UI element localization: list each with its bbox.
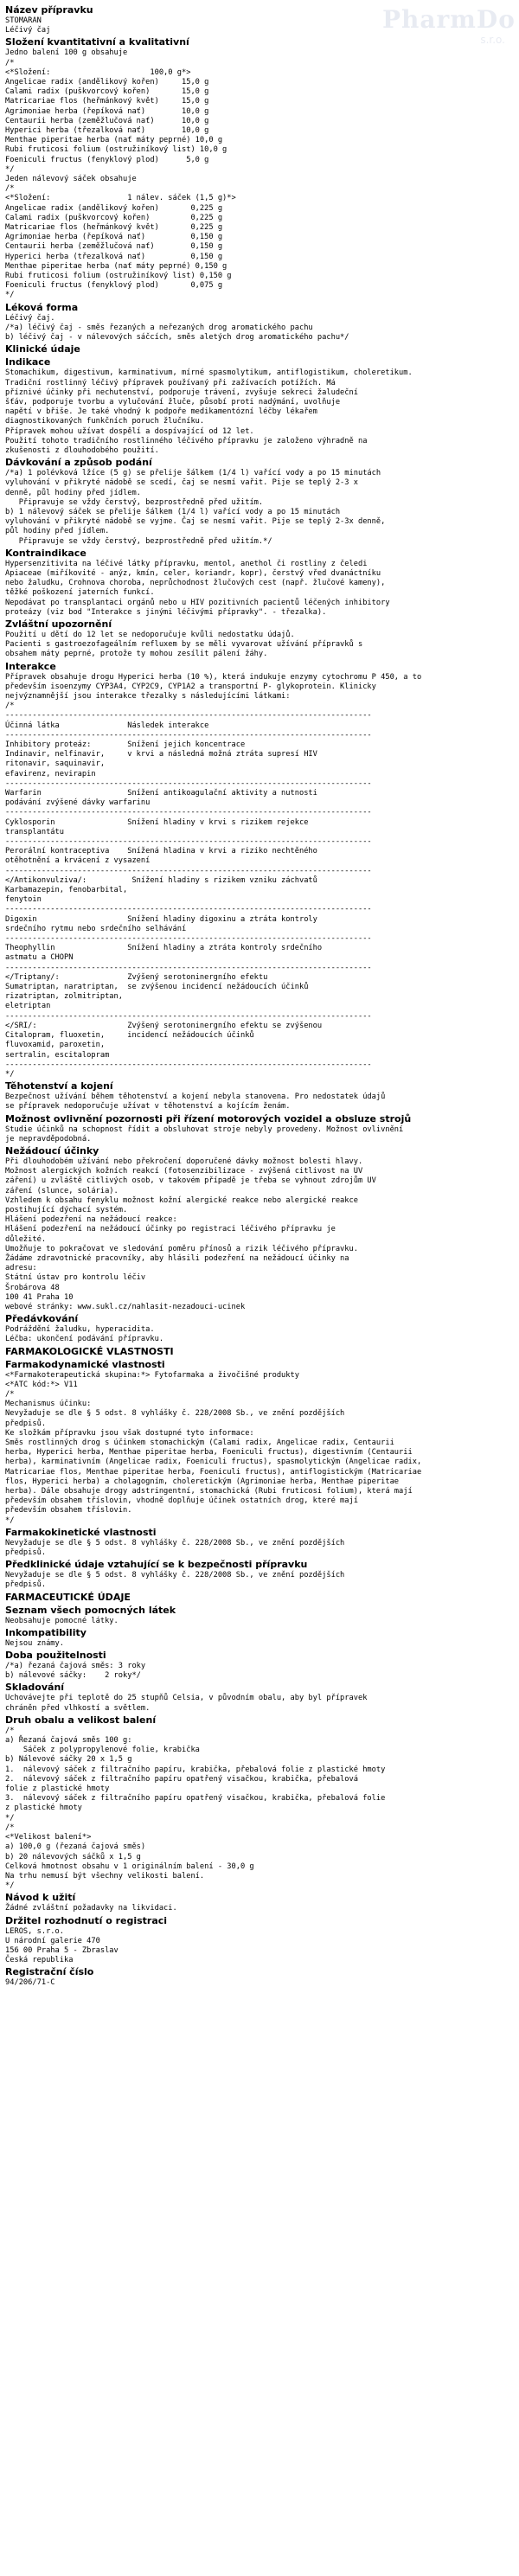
sections-container [5, 3, 514, 1989]
section-heading: FARMACEUTICKÉ ÚDAJE [5, 1591, 131, 1603]
section-heading: Druh obalu a velikost balení [5, 1714, 157, 1726]
document-section [5, 660, 514, 1080]
document-section [5, 1358, 514, 1526]
section-heading: Držitel rozhodnutí o registraci [5, 1914, 168, 1926]
section-heading: Těhotenství a kojení [5, 1080, 113, 1093]
document-section [5, 1144, 514, 1312]
section-heading: Dávkování a způsob podání [5, 457, 152, 469]
document-section [5, 3, 514, 35]
document-section [5, 1604, 514, 1626]
document-section [5, 618, 514, 660]
section-heading: Název přípravku [5, 4, 93, 16]
document-section [5, 1965, 514, 1988]
document-section [5, 1649, 514, 1681]
section-body: Stomachikum, digestivum, karminativum, mírné spasmolytikum, antiflogistikum, choleretikum. Tradiční rostlinný léčivý přípravek používaný při zažívacích potížích. Má příznivé účinky při nechutenství, podporuje trávení, zvyšuje sekreci žaludeční šťáv, podporuje tvorbu a vylučování žluče, působí proti nadýmání, uvolňuje napětí v břiše. Je také vhodný k podpoře medikamentózní léčby lékařem diagnostikovaných funkčních poruch žlučníku. Přípravek mohou užívat dospělí a dospívající od 12 let. Použití tohoto tradičního rostlinného léčivého přípravku je založeno výhradně na zkušenosti z dlouhodobého použití. [5, 368, 413, 455]
document-section [5, 1681, 514, 1713]
document-section [5, 1080, 514, 1112]
section-heading: Předávkování [5, 1313, 79, 1325]
document-section [5, 1626, 514, 1649]
section-heading: Návod k užití [5, 1892, 76, 1904]
document-section [5, 1591, 514, 1604]
section-body: Léčivý čaj. /*a) léčivý čaj - směs řezaných a neřezaných drog aromatického pachu b) léčivý čaj - v nálevových sáčcích, směs aletých drog aromatického pachu*/ [5, 313, 349, 343]
document-section [5, 1312, 514, 1344]
section-body: 94/206/71-C [5, 1978, 55, 1988]
section-body: Žádné zvláštní požadavky na likvidaci. [5, 1904, 177, 1913]
section-heading: Seznam všech pomocných látek [5, 1604, 176, 1616]
section-heading: Inkompatibility [5, 1626, 86, 1638]
document-section [5, 343, 514, 356]
section-heading: Nežádoucí účinky [5, 1144, 99, 1157]
section-body: /*a) řezaná čajová směs: 3 roky b) nálevové sáčky: 2 roky*/ [5, 1662, 146, 1681]
document-section [5, 1345, 514, 1358]
section-heading: Interakce [5, 660, 56, 672]
section-body: LEROS, s.r.o. U národní galerie 470 156 00 Praha 5 - Zbraslav Česká republika [5, 1926, 119, 1965]
section-heading: Zvláštní upozornění [5, 618, 112, 630]
document-section [5, 356, 514, 456]
section-heading: FARMAKOLOGICKÉ VLASTNOSTI [5, 1345, 174, 1357]
document-section [5, 301, 514, 343]
section-body: STOMARAN Léčivý čaj [5, 16, 51, 35]
section-body: Uchovávejte při teplotě do 25 stupňů Celsia, v původním obalu, aby byl přípravek chráněn před vlhkostí a světlem. [5, 1694, 368, 1713]
section-heading: Klinické údaje [5, 343, 80, 356]
watermark-suffix: s.r.o. [480, 34, 505, 46]
section-body: Neobsahuje pomocné látky. [5, 1616, 119, 1625]
section-body: Nevyžaduje se dle § 5 odst. 8 vyhlášky č. 228/2008 Sb., ve znění pozdějších předpisů. [5, 1571, 345, 1590]
document-section [5, 547, 514, 618]
section-body: Nevyžaduje se dle § 5 odst. 8 vyhlášky č. 228/2008 Sb., ve znění pozdějších předpisů. [5, 1538, 345, 1558]
section-body: Podráždění žaludku, hyperacidita. Léčba: ukončení podávání přípravku. [5, 1325, 164, 1344]
section-heading: Předklinické údaje vztahující se k bezpečnosti přípravku [5, 1559, 308, 1571]
document-section [5, 35, 514, 300]
section-body: Při dlouhodobém užívání nebo překročení doporučené dávky možnost bolesti hlavy. Možnost alergických kožních reakcí (fotosenzibilizace - zvýšená citlivost na UV záření) u zvláště citlivých osob, v takovém případě je třeba se vyhnout zdrojům UV záření (slunce, solária). Vzhledem k obsahu fenyklu možnost kožní alergické reakce nebo alergické reakce postihující dýchací systém. Hlášení podezření na nežádoucí reakce: Hlášení podezření na nežádoucí účinky po registraci léčivého přípravku je důležité. Umožňuje to pokračovat ve sledování poměru přínosů a rizik léčivého přípravku. Žádáme zdravotnické pracovníky, aby hlásili podezření na nežádoucí účinky na adresu: Státní ústav pro kontrolu léčiv Šrobárova 48 100 41 Praha 10 webové stránky: www.sukl.cz/nahlasit-nezadouci-ucinek [5, 1157, 376, 1311]
section-body: Použití u dětí do 12 let se nedoporučuje kvůli nedostatku údajů. Pacienti s gastroezofageálním refluxem by se měli vyvarovat užívání přípravků s obsahem máty peprné, protože ty mohou zesílit pálení žáhy. [5, 630, 363, 659]
section-body: Studie účinků na schopnost řídit a obsluhovat stroje nebyly provedeny. Možnost ovlivnění je nepravděpodobná. [5, 1125, 404, 1144]
document-section [5, 456, 514, 547]
section-heading: Složení kvantitativní a kvalitativní [5, 36, 189, 48]
section-heading: Léková forma [5, 301, 79, 313]
document-section [5, 1914, 514, 1966]
section-heading: Možnost ovlivnění pozornosti při řízení motorových vozidel a obsluze strojů [5, 1112, 412, 1125]
document-section [5, 1558, 514, 1590]
document-section [5, 1112, 514, 1144]
section-heading: Farmakodynamické vlastnosti [5, 1358, 165, 1370]
section-body: Jedno balení 100 g obsahuje /* <*Složení: 100,0 g*> Angelicae radix (andělikový kořen) 15,0 g Calami radix (puškvorcový kořen) 15,0 g Matricariae flos (heřmánkový květ) 15,0 g Agrimoniae herba (řepíková nať) 10,0 g Centaurii herba (zeměžlučová nať) 10,0 g Hyperici herba (třezalková nať) 10,0 g Menthae piperitae herba (nať máty peprné) 10,0 g Rubi fruticosi folium (ostružiníkový list) 10,0 g Foeniculi fructus (fenyklový plod) 5,0 g */ Jeden nálevový sáček obsahuje /* <*Složení: 1 nálev. sáček (1,5 g)*> Angelicae radix (andělikový kořen) 0,225 g Calami radix (puškvorcový kořen) 0,225 g Matricariae flos (heřmánkový květ) 0,225 g Agrimoniae herba (řepíková nať) 0,150 g Centaurii herba (zeměžlučová nať) 0,150 g Hyperici herba (třezalková nať) 0,150 g Menthae piperitae herba (nať máty peprné) 0,150 g Rubi fruticosi folium (ostružiníkový list) 0,150 g Foeniculi fructus (fenyklový plod) 0,075 g */ [5, 48, 236, 300]
section-heading: Doba použitelnosti [5, 1650, 106, 1662]
section-heading: Registrační číslo [5, 1966, 94, 1978]
section-heading: Indikace [5, 356, 51, 368]
section-heading: Farmakokinetické vlastnosti [5, 1526, 157, 1538]
section-body: Bezpečnost užívání během těhotenství a kojení nebyla stanovena. Pro nedostatek údajů se přípravek nedoporučuje užívat v těhotenství a kojícím ženám. [5, 1093, 386, 1112]
document-section [5, 1891, 514, 1913]
section-body: Přípravek obsahuje drogu Hyperici herba (10 %), která indukuje enzymy cytochromu P 450, a to především isoenzymy CYP3A4, CYP2C9, CYP1A2 a transportní P- glykoprotein. Klinicky nejvýznamnější jsou interakce třezalky s následujícími látkami: /* --------------------------------------------------------------------------------- Účinná látka Následek interakce --------------------------------------------------------------------------------- Inhibitory proteáz: Snížení jejich koncentrace Indinavir, nelfinavir, v krvi a následná možná ztráta supresí HIV ritonavir, saquinavir, efavirenz, nevirapin --------------------------------------------------------------------------------- Warfarin Snížení antikoagulační aktivity a nutnosti podávání zvýšené dávky warfarinu --------------------------------------------------------------------------------- Cyklosporin Snížení hladiny v krvi s rizikem rejekce transplantátu --------------------------------------------------------------------------------- Perorální kontraceptiva Snížená hladina v krvi a riziko nechtěného otěhotnění a krvácení z vysazení --------------------------------------------------------------------------------- </Antikonvulziva/: Snížení hladiny s rizikem vzniku záchvatů Karbamazepin, fenobarbital, fenytoin --------------------------------------------------------------------------------- Digoxin Snížení hladiny digoxinu a ztráta kontroly srdečního rytmu nebo srdečního selhávání --------------------------------------------------------------------------------- Theophyllin Snížení hladiny a ztráta kontroly srdečního astmatu a CHOPN --------------------------------------------------------------------------------- </Triptany/: Zvýšený serotoninergního efektu Sumatriptan, naratriptan, se zvýšenou incidencí nežádoucích účinků rizatriptan, zolmitriptan, eletriptan --------------------------------------------------------------------------------- </SRI/: Zvýšený serotoninergního efektu se zvýšenou Citalopram, fluoxetin, incidencí nežádoucích účinků fluvoxamid, paroxetin, sertralin, escitalopram --------------------------------------------------------------------------------- */ [5, 672, 422, 1079]
document-section [5, 1714, 514, 1891]
section-heading: Kontraindikace [5, 547, 86, 559]
section-body: Hypersenzitivita na léčivé látky přípravku, mentol, anethol či rostliny z čeledi Apiaceae (miříkovité - anýz, kmín, celer, koriandr, kopr), čerstvý vřed dvanáctníku nebo žaludku, Crohnova choroba, neprůchodnost žlučových cest (např. žlučové kameny), těžké poškození jaterních funkcí. Nepodávat po transplantaci orgánů nebo u HIV pozitivních pacientů léčených inhibitory proteázy (viz bod "Interakce s jinými léčivými přípravky". - třezalka). [5, 559, 390, 617]
section-body: /*a) 1 polévková lžíce (5 g) se přelije šálkem (1/4 l) vařící vody a po 15 minutách vyluhování v přikryté nádobě se scedí, čaj se nesmí vařit. Pije se teplý 2-3 x denně, půl hodiny před jídlem. Připravuje se vždy čerstvý, bezprostředně před užitím. b) 1 nálevový sáček se přelije šálkem (1/4 l) vařící vody a po 15 minutách vyluhování v přikryté nádobě se vyjme. Čaj se nesmí vařit. Pije se teplý 2-3x denně, půl hodiny před jídlem. Připravuje se vždy čerstvý, bezprostředně před užitím.*/ [5, 469, 386, 546]
watermark-brand: PharmDo [382, 5, 516, 34]
section-body: <*Farmakoterapeutická skupina:*> Fytofarmaka a živočišné produkty <*ATC kód:*> V11 /* Mechanismus účinku: Nevyžaduje se dle § 5 odst. 8 vyhlášky č. 228/2008 Sb., ve znění pozdějších předpisů. Ke složkám přípravku jsou však dostupné tyto informace: Směs rostlinných drog s účinkem stomachickým (Calami radix, Angelicae radix, Centaurii herba, Hyperici herba, Menthae piperitae herba, Foeniculi fructus), digestivním (Centaurii herba), karminativním (Angelicae radix, Foeniculi fructus), spasmolytickým (Angelicae radix, Matricariae flos, Menthae piperitae herba, Foeniculi fructus), antiflogistickým (Matricariae flos, Hyperici herba) a cholagogním, choleretickým (Agrimoniae herba, Menthae piperitae herba). Dále obsahuje drogy adstringentní, stomachická (Rubi fruticosi folium), která mají především obsahem tříslovin, vhodně doplňuje účinek ostatních drog, které mají především obsahem tříslovin. */ [5, 1370, 422, 1525]
section-body: /* a) Řezaná čajová směs 100 g: Sáček z polypropylenové folie, krabička b) Nálevové sáčky 20 x 1,5 g 1. nálevový sáček z filtračního papíru, krabička, přebalová folie z plastické hmoty 2. nálevový sáček z filtračního papíru opatřený visačkou, krabička, přebalová folie z plastické hmoty 3. nálevový sáček z filtračního papíru opatřený visačkou, krabička, přebalová folie z plastické hmoty */ /* <*Velikost balení*> a) 100,0 g (řezaná čajová směs) b) 20 nálevových sáčků x 1,5 g Celková hmotnost obsahu v 1 originálním balení - 30,0 g Na trhu nemusí být všechny velikosti balení. */ [5, 1726, 386, 1891]
section-heading: Skladování [5, 1682, 65, 1694]
section-body: Nejsou známy. [5, 1638, 64, 1648]
document-section [5, 1526, 514, 1558]
